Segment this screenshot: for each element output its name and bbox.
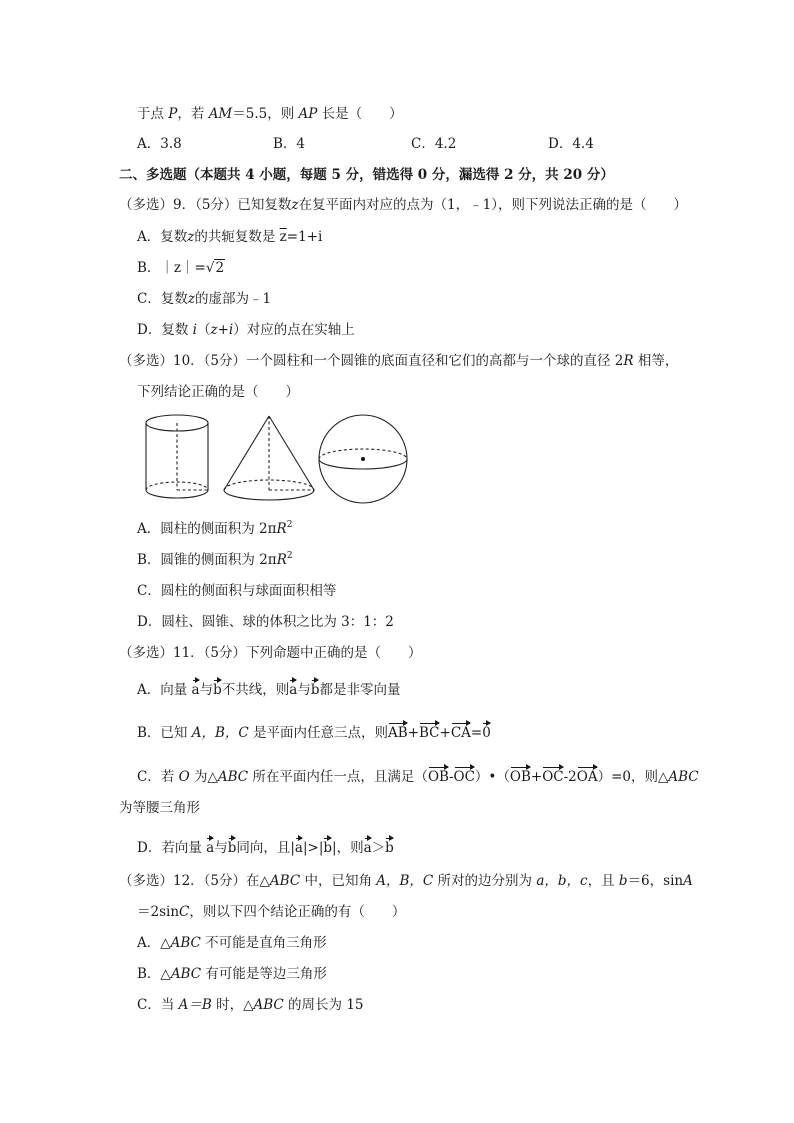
- text-fragment: 不共线，则: [221, 682, 290, 698]
- vars-abc: A，B，C: [191, 725, 249, 741]
- q9-option-b[interactable]: [137, 259, 225, 277]
- text-fragment: |>|: [302, 840, 324, 856]
- vector-ob: OB: [510, 765, 531, 786]
- text-fragment: 中，已知角: [300, 873, 377, 889]
- q11-stem: （多选）11．（5分）下列命题中正确的是（ ）: [119, 645, 422, 661]
- text-fragment: 在复平面内对应的点为（1，﹣1），则下列说法正确的是（ ）: [298, 197, 687, 213]
- q10-option-a[interactable]: [137, 520, 292, 538]
- var-r: R: [276, 521, 287, 537]
- vector-bc: BC: [419, 721, 440, 742]
- var-abc: ABC: [253, 997, 284, 1013]
- vector-a: a: [295, 836, 303, 857]
- text-fragment: A．圆柱的侧面积为 2π: [137, 521, 277, 537]
- zero-vector: 0: [482, 721, 491, 742]
- text-fragment: （多选）12．（5分）在△: [119, 873, 270, 889]
- text-fragment: 不可能是直角三角形: [200, 935, 327, 951]
- text-fragment: ＝6，sin: [627, 873, 684, 889]
- operator: -2: [563, 769, 577, 785]
- q8-option-b[interactable]: [273, 135, 305, 153]
- operator: +: [439, 725, 451, 741]
- var-abc: ABC: [668, 769, 699, 785]
- solids-figure: [130, 412, 430, 508]
- text-fragment: ）=0，则△: [597, 769, 669, 785]
- option-text: 4.4: [572, 136, 594, 152]
- sqrt-symbol: √: [205, 260, 215, 276]
- text-fragment: 的虚部为﹣1: [194, 291, 272, 307]
- option-label: C．: [411, 136, 435, 152]
- q9-option-a[interactable]: [137, 228, 322, 246]
- exponent: 2: [286, 520, 293, 530]
- vector-ca: CA: [451, 721, 471, 742]
- text-fragment: 与: [214, 840, 228, 856]
- var-abc: ABC: [170, 935, 201, 951]
- text-fragment: 所对的边分别为: [433, 873, 537, 889]
- text-fragment: 的周长为 15: [283, 997, 364, 1013]
- q10-stem-line2: 下列结论正确的是（ ）: [137, 384, 299, 400]
- section-heading: 二、多选题（本题共 4 小题，每题 5 分，错选得 0 分，漏选得 2 分，共 20 分）: [119, 167, 614, 183]
- vector-b: b: [311, 678, 320, 699]
- option-text: 3.8: [160, 136, 182, 152]
- text-fragment: 为△: [189, 769, 218, 785]
- cylinder-figure: [146, 415, 208, 498]
- operator: =: [470, 725, 483, 741]
- text-fragment: 都是非零向量: [319, 682, 401, 698]
- var-r: R: [623, 353, 634, 369]
- vector-ab: AB: [388, 721, 408, 742]
- q10-option-b[interactable]: [137, 551, 293, 569]
- text-fragment: 时，△: [211, 997, 254, 1013]
- vector-b: b: [228, 836, 237, 857]
- q12-stem-line1: [119, 872, 693, 890]
- q9-stem: [119, 196, 687, 214]
- operator: -: [448, 769, 454, 785]
- text-fragment: ）•（: [474, 769, 510, 785]
- vector-b: b: [323, 836, 332, 857]
- option-label: D．: [548, 136, 573, 152]
- text-fragment: 是平面内任意三点，则: [248, 725, 389, 741]
- text-fragment: 所在平面内任一点，且满足（: [248, 769, 428, 785]
- expr-a-eq-b: A＝B: [178, 997, 212, 1013]
- text-fragment: C．复数: [137, 291, 188, 307]
- text-fragment: B．△: [137, 966, 171, 982]
- text-fragment: ＝5.5，则: [232, 106, 299, 122]
- vars-sides: a，b，c: [536, 873, 588, 889]
- var-c: C: [179, 904, 190, 920]
- q10-option-d[interactable]: D．圆柱、圆锥、球的体积之比为 3：1：2: [137, 614, 394, 630]
- text-fragment: （多选）10．（5分）一个圆柱和一个圆锥的底面直径和它们的高都与一个球的直径 2: [119, 353, 624, 369]
- q8-option-d[interactable]: [548, 135, 594, 153]
- text-fragment: 同向，且|: [236, 840, 295, 856]
- var-a: A: [683, 873, 693, 889]
- q12-option-c[interactable]: [137, 996, 364, 1014]
- var-i: i: [192, 322, 197, 338]
- text-fragment: 相等，: [633, 353, 679, 369]
- var-z: z: [291, 197, 299, 213]
- vector-oc: OC: [542, 765, 563, 786]
- expr-z-plus-i: z+i: [210, 322, 234, 338]
- q8-option-c[interactable]: [411, 135, 456, 153]
- option-text: 4: [296, 136, 306, 152]
- var-o: O: [178, 769, 190, 785]
- exponent: 2: [286, 551, 293, 561]
- text-fragment: B．｜z｜=: [137, 260, 206, 276]
- q11-option-a[interactable]: [137, 678, 400, 699]
- q12-option-a[interactable]: [137, 934, 327, 952]
- operator: +: [530, 769, 543, 785]
- text-fragment: A．△: [137, 935, 171, 951]
- q9-option-d[interactable]: [137, 321, 355, 339]
- text-fragment: ，则以下四个结论正确的有（ ）: [189, 904, 406, 920]
- vector-a: a: [364, 836, 372, 857]
- text-fragment: C．若: [137, 769, 179, 785]
- text-fragment: D．若向量: [137, 840, 207, 856]
- vector-a: a: [289, 678, 297, 699]
- var-r: R: [276, 552, 287, 568]
- operator: ＞: [371, 840, 386, 856]
- text-fragment: ）对应的点在实轴上: [233, 322, 355, 338]
- q11-option-c-line2: 为等腰三角形: [119, 800, 200, 816]
- option-label: B．: [273, 136, 297, 152]
- text-fragment: 与: [297, 682, 311, 698]
- option-label: A．: [137, 136, 161, 152]
- vector-oa: OA: [577, 765, 598, 786]
- var-abc: ABC: [217, 769, 249, 785]
- vector-oc: OC: [454, 765, 475, 786]
- text-fragment: 有可能是等边三角形: [201, 966, 327, 982]
- q10-stem-line1: [119, 352, 678, 370]
- text-fragment: C．当: [137, 997, 179, 1013]
- vector-b: b: [213, 678, 222, 699]
- text-fragment: ，若: [177, 106, 209, 122]
- q11-option-d[interactable]: [137, 836, 394, 857]
- var-z: z: [187, 229, 195, 245]
- text-fragment: ＝2sin: [137, 904, 180, 920]
- text-fragment: B．圆锥的侧面积为 2π: [137, 552, 277, 568]
- vector-a: a: [206, 836, 214, 857]
- var-abc: ABC: [170, 966, 202, 982]
- conjugate-z: $\overline{z}$: [279, 229, 287, 245]
- q8-stem-continuation: [137, 105, 403, 123]
- var-p: P: [168, 106, 178, 122]
- sphere-figure: [319, 415, 407, 503]
- q11-option-c[interactable]: [137, 765, 699, 786]
- q11-option-b[interactable]: [137, 721, 491, 742]
- q8-option-a[interactable]: [137, 135, 182, 153]
- text-fragment: 的共轭复数是: [194, 229, 280, 245]
- text-fragment: 与: [199, 682, 214, 698]
- text-fragment: |，则: [332, 840, 364, 856]
- var-abc: ABC: [269, 873, 301, 889]
- vector-ob: OB: [428, 765, 449, 786]
- var-ap: AP: [298, 106, 318, 122]
- text-fragment: （多选）9．（5分）已知复数: [119, 197, 292, 213]
- vars-abc: A，B，C: [376, 873, 434, 889]
- q9-option-c[interactable]: [137, 290, 271, 308]
- operator: +: [407, 725, 419, 741]
- q10-option-c[interactable]: C．圆柱的侧面积与球面面积相等: [137, 583, 337, 599]
- text-fragment: （: [196, 322, 211, 338]
- vector-a: a: [192, 678, 200, 699]
- sqrt-radicand: 2: [215, 260, 225, 276]
- vector-b: b: [385, 836, 394, 857]
- var-z: z: [187, 291, 195, 307]
- text-fragment: A．复数: [137, 229, 188, 245]
- text-fragment: 于点: [137, 106, 169, 122]
- option-text: 4.2: [434, 136, 457, 152]
- q12-stem-line2: [137, 903, 405, 921]
- text-fragment: ，且: [587, 873, 619, 889]
- text-fragment: A．向量: [137, 682, 192, 698]
- text-fragment: B．已知: [137, 725, 192, 741]
- var-am: AM: [208, 106, 233, 122]
- q12-option-b[interactable]: [137, 965, 327, 983]
- text-fragment: 长是（ ）: [317, 106, 403, 122]
- cone-figure: [224, 416, 314, 500]
- text-fragment: =1+i: [286, 229, 323, 245]
- var-b: b: [618, 873, 628, 889]
- text-fragment: D．复数: [137, 322, 193, 338]
